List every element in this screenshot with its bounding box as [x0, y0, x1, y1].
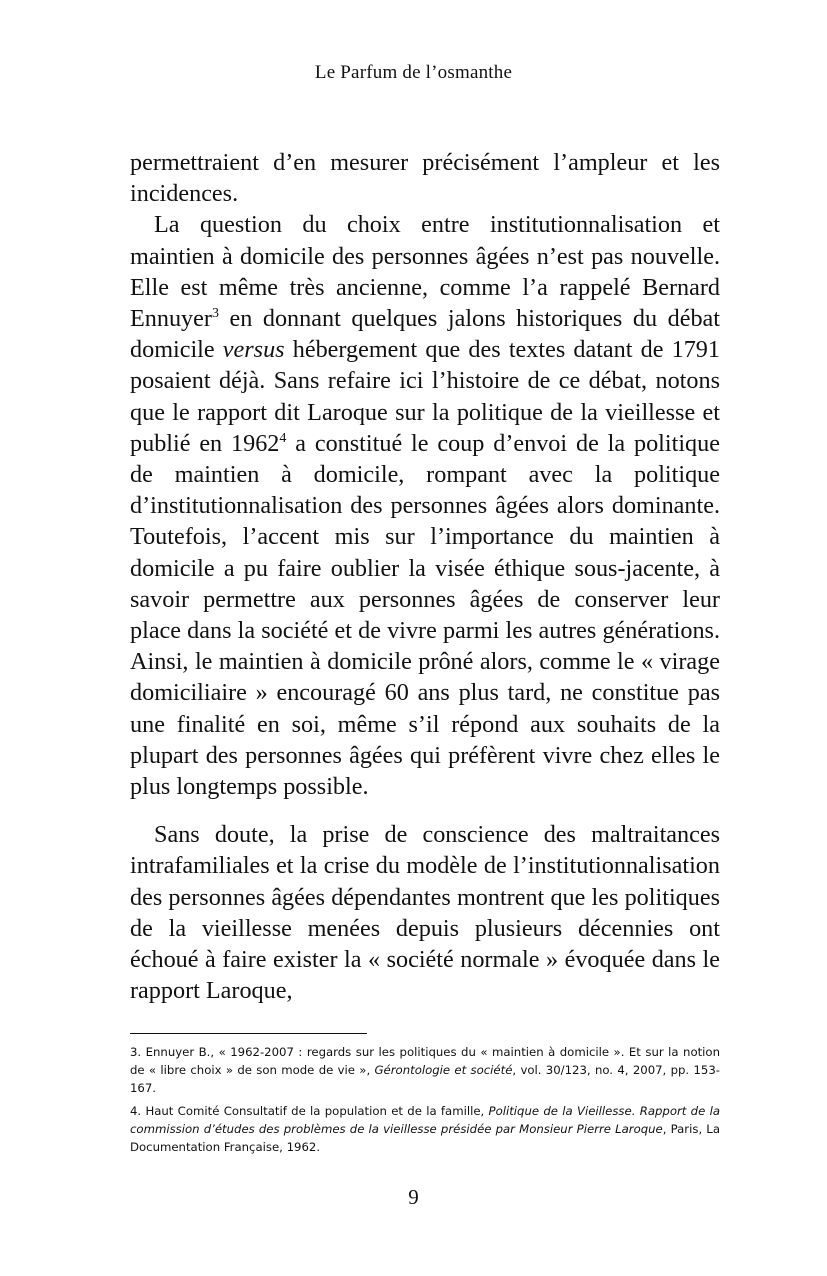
- paragraph-3: Sans doute, la prise de conscience des maltraitances intrafamiliales et la crise du modèle de l’institutionnalisation des personnes âgées dépendantes montrent que les politiques de la vieillesse menées depuis plusieurs décennies ont échoué à faire exister la « société normale » évoquée dans le rapport Laroque,: [130, 821, 720, 1005]
- footnote-ref-3[interactable]: 3: [211, 306, 219, 322]
- paragraph-2-part-d: a constitué le coup d’envoi de la politique de maintien à domicile, rompant avec la politique d’institutionnalisation des personnes âgées alors dominante. Toutefois, l’accent mis sur l’importance du maintien à domicile a pu faire oublier la visée éthique sous-jacente, à savoir permettre aux personnes âgées de conserver leur place dans la société et de vivre parmi les autres générations. Ainsi, le maintien à domicile prôné alors, comme le « virage domiciliaire » encouragé 60 ans plus tard, ne constitue pas une finalité en soi, même s’il répond aux souhaits de la plupart des personnes âgées qui préfèrent vivre chez elles le plus longtemps possible.: [130, 429, 720, 801]
- footnote-ref-4[interactable]: 4: [279, 430, 287, 446]
- page-number: 9: [408, 1185, 419, 1209]
- footnote-3-number: 3.: [130, 1045, 142, 1059]
- footnote-4: [130, 1102, 720, 1157]
- paragraph-1: permettraient d’en mesurer précisément l’ampleur et les incidences.: [130, 149, 720, 208]
- main-text: [130, 147, 720, 1006]
- paragraph-2-emphasis: versus: [222, 336, 285, 364]
- footnote-4-title: Politique de la Vieillesse. Rapport de la commission d’études des problèmes de la vieillesse présidée par Monsieur Pierre Laroque: [130, 1103, 720, 1136]
- paragraph-2: [130, 209, 720, 802]
- footnote-separator: [130, 1033, 367, 1034]
- running-head: Le Parfum de l’osmanthe: [314, 62, 513, 83]
- paragraph-2-part-c: hébergement que des textes datant de 1791 posaient déjà. Sans refaire ici l’histoire de ce débat, notons que le rapport dit Laroque sur la politique de la vieillesse et publié en 1962: [130, 336, 720, 457]
- footnote-3-title: Gérontologie et société: [374, 1063, 513, 1078]
- footnote-3-text: Ennuyer B., « 1962-2007 : regards sur les politiques du « maintien à domicile ». Et sur la notion de « libre choix » de son mode de vie »,: [130, 1045, 720, 1078]
- footnotes: [130, 1043, 720, 1160]
- footnote-4-text: Haut Comité Consultatif de la population et de la famille,: [141, 1103, 489, 1118]
- paragraph-2-part-a: La question du choix entre institutionnalisation et maintien à domicile des personnes âgées n’est pas nouvelle. Elle est même très ancienne, comme l’a rappelé Bernard Ennuyer: [130, 211, 720, 333]
- footnote-4-tail: , Paris, La Documentation Française, 1962.: [130, 1121, 720, 1155]
- paragraph-2-part-b: en donnant quelques jalons historiques du débat domicile: [130, 305, 720, 364]
- footnote-4-number: 4.: [130, 1103, 142, 1118]
- footnote-3-tail: , vol. 30/123, no. 4, 2007, pp. 153-167.: [130, 1063, 720, 1096]
- footnote-3: [130, 1043, 720, 1098]
